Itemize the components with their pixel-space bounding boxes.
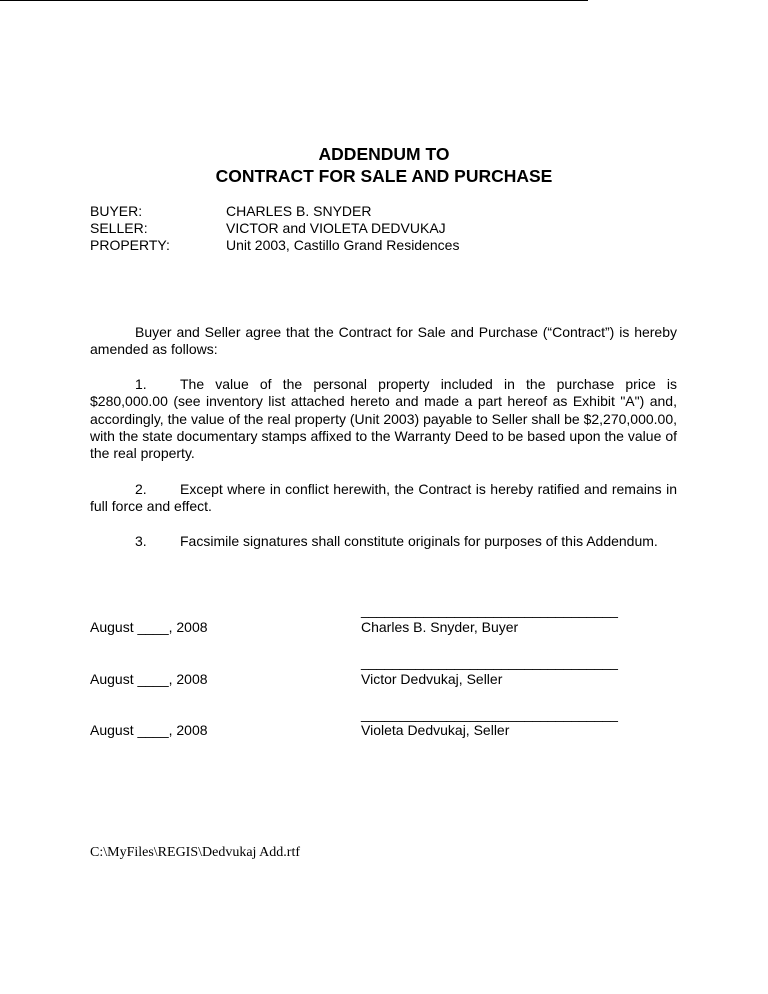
buyer-value: CHARLES B. SNYDER (226, 203, 372, 219)
buyer-signature-name: Charles B. Snyder, Buyer (361, 619, 519, 635)
buyer-signature-date: August ____, 2008 (90, 619, 208, 635)
intro-paragraph: Buyer and Seller agree that the Contract for Sale and Purchase (“Contract”) is hereby amended as follows: (90, 324, 677, 358)
seller-victor-signature-name: Victor Dedvukaj, Seller (361, 671, 503, 687)
party-row-buyer (90, 203, 371, 220)
property-label: PROPERTY: (90, 237, 170, 253)
party-row-property (90, 237, 459, 254)
item-1-number: 1. (135, 376, 147, 392)
seller-value: VICTOR and VIOLETA DEDVUKAJ (226, 220, 446, 236)
seller-violeta-signature-date: August ____, 2008 (90, 722, 208, 738)
amendment-item-1 (90, 376, 677, 462)
item-3-number: 3. (135, 533, 147, 549)
top-rule (0, 0, 588, 1)
seller-violeta-signature-name: Violeta Dedvukaj, Seller (361, 722, 510, 738)
document-title-line-1: ADDENDUM TO (318, 144, 450, 164)
seller-victor-signature-date: August ____, 2008 (90, 671, 208, 687)
amendment-item-2 (90, 481, 677, 516)
item-2-text: Except where in conflict herewith, the Contract is hereby ratified and remains in full force and effect. (90, 481, 677, 515)
seller-victor-signature-line: _________________________________ (361, 654, 618, 670)
buyer-signature-line: _________________________________ (361, 602, 618, 618)
item-3-text: Facsimile signatures shall constitute originals for purposes of this Addendum. (180, 533, 658, 549)
item-2-number: 2. (135, 481, 147, 497)
document-title-line-2: CONTRACT FOR SALE AND PURCHASE (215, 166, 553, 186)
seller-label: SELLER: (90, 220, 148, 236)
party-row-seller (90, 220, 446, 237)
property-value: Unit 2003, Castillo Grand Residences (226, 237, 460, 253)
item-1-text: The value of the personal property included in the purchase price is $280,000.00 (see inventory list attached hereto and made a part hereof as Exhibit "A") and, accordingly, the value of the real property (Unit 2003) payable to Seller shall be $2,270,000.00, with the state documentary stamps affixed to the Warranty Deed to be based upon the value of the real property. (90, 376, 677, 462)
file-path-footer: C:\MyFiles\REGIS\Dedvukaj Add.rtf (90, 845, 300, 860)
seller-violeta-signature-line: _________________________________ (361, 706, 618, 722)
amendment-item-3 (90, 533, 677, 550)
buyer-label: BUYER: (90, 203, 143, 219)
